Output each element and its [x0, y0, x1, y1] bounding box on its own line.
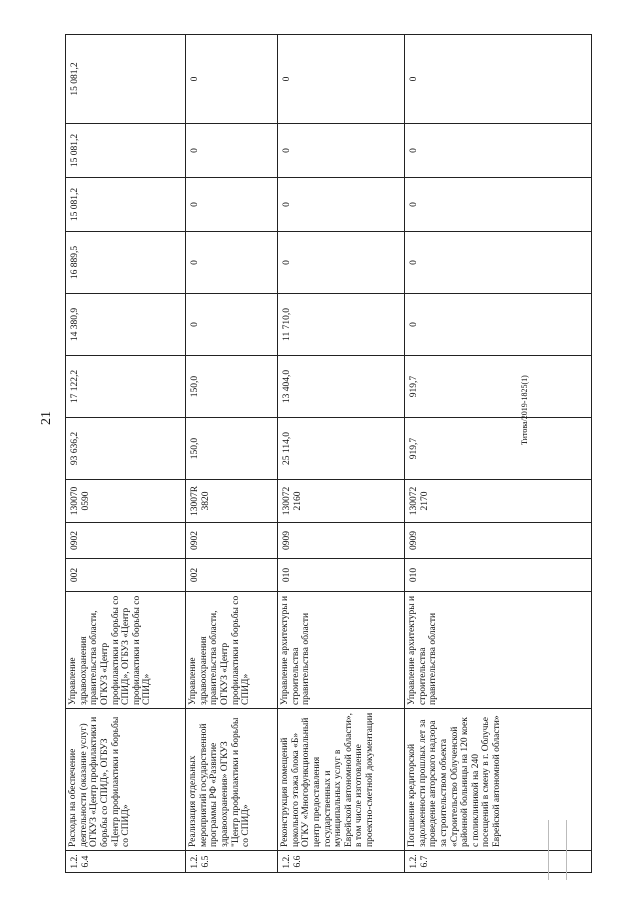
rotated-table-sheet — [65, 35, 607, 873]
amount-cell: 0 — [278, 35, 405, 124]
rzpr-code-cell: 0902 — [186, 523, 278, 559]
page-number: 21 — [39, 411, 54, 425]
amount-cell: 0 — [278, 178, 405, 232]
csr-code-cell: 130072 2160 — [278, 480, 405, 523]
amount-cell: 0 — [405, 178, 592, 232]
amount-cell: 15 081,2 — [66, 178, 186, 232]
grbs-code-cell: 010 — [278, 559, 405, 592]
row-number-cell: 1.2.6.7 — [405, 851, 592, 873]
amount-cell: 0 — [186, 178, 278, 232]
scan-mark — [548, 820, 549, 880]
amount-cell: 0 — [405, 124, 592, 178]
measure-name-cell: Погашение кредиторской задолженности прошлых лет за проведение авторского надзора за строительством объекта «Строительство Облученской районной больницы на 120 коек с поликлиникой на 240 посещений в смену в г. Облучье Еврейской автономной области» — [405, 709, 592, 851]
executor-cell: Управление здравоохранения правительства области, ОГКУЗ «Центр профилактики и борьбы со СПИД», ОГБУЗ «Центр профилактики и борьбы со СПИД» — [66, 592, 186, 709]
grbs-code-cell: 010 — [405, 559, 592, 592]
csr-code-cell: 130070 0590 — [66, 480, 186, 523]
scan-mark — [566, 820, 567, 880]
rzpr-code-cell: 0909 — [278, 523, 405, 559]
measure-name-cell: Расходы на обеспечение деятельности (оказание услуг) ОГКУЗ «Центр профилактики и борьбы со СПИД», ОГБУЗ «Центр профилактики и борьбы со СПИД» — [66, 709, 186, 851]
csr-code-cell: 130072 2170 — [405, 480, 592, 523]
table-row — [405, 35, 592, 873]
amount-cell: 11 710,0 — [278, 294, 405, 356]
rzpr-code-cell: 0902 — [66, 523, 186, 559]
amount-cell: 919,7 — [405, 418, 592, 480]
row-number-cell: 1.2.6.4 — [66, 851, 186, 873]
executor-cell: Управление здравоохранения правительства области, ОГКУЗ «Центр профилактики и борьбы со СПИД» — [186, 592, 278, 709]
amount-cell: 0 — [405, 294, 592, 356]
amount-cell: 150,0 — [186, 418, 278, 480]
amount-cell: 0 — [405, 232, 592, 294]
amount-cell: 15 081,2 — [66, 35, 186, 124]
footer-code: Титова/2019-1825(1) — [520, 375, 529, 445]
amount-cell: 93 636,2 — [66, 418, 186, 480]
measure-name-cell: Реконструкция помещений цокольного этажа блока «Б» ОГКУ «Многофункциональный центр предоставления государственных и муниципальных услуг в Еврейской автономной области», в том числе изготовление проектно-сметной документации — [278, 709, 405, 851]
measure-name-cell: Реализация отдельных мероприятий государственной программы РФ «Развитие здравоохранения» ОГКУЗ "Центр профилактики и борьбы со СПИД» — [186, 709, 278, 851]
amount-cell: 14 380,9 — [66, 294, 186, 356]
amount-cell: 0 — [186, 232, 278, 294]
amount-cell: 0 — [278, 232, 405, 294]
grbs-code-cell: 002 — [186, 559, 278, 592]
amount-cell: 13 404,0 — [278, 356, 405, 418]
amount-cell: 17 122,2 — [66, 356, 186, 418]
rzpr-code-cell: 0909 — [405, 523, 592, 559]
amount-cell: 150,0 — [186, 356, 278, 418]
budget-table — [65, 34, 592, 873]
amount-cell: 0 — [186, 124, 278, 178]
grbs-code-cell: 002 — [66, 559, 186, 592]
executor-cell: Управление архитектуры и строительства правительства области — [278, 592, 405, 709]
amount-cell: 0 — [278, 124, 405, 178]
amount-cell: 0 — [186, 294, 278, 356]
amount-cell: 15 081,2 — [66, 124, 186, 178]
csr-code-cell: 13007R 3820 — [186, 480, 278, 523]
row-number-cell: 1.2.6.5 — [186, 851, 278, 873]
table-row — [186, 35, 278, 873]
executor-cell: Управление архитектуры и строительства правительства области — [405, 592, 592, 709]
amount-cell: 0 — [405, 35, 592, 124]
amount-cell: 16 889,5 — [66, 232, 186, 294]
row-number-cell: 1.2.6.6 — [278, 851, 405, 873]
amount-cell: 25 114,0 — [278, 418, 405, 480]
amount-cell: 919,7 — [405, 356, 592, 418]
table-row — [278, 35, 405, 873]
amount-cell: 0 — [186, 35, 278, 124]
table-row — [66, 35, 186, 873]
